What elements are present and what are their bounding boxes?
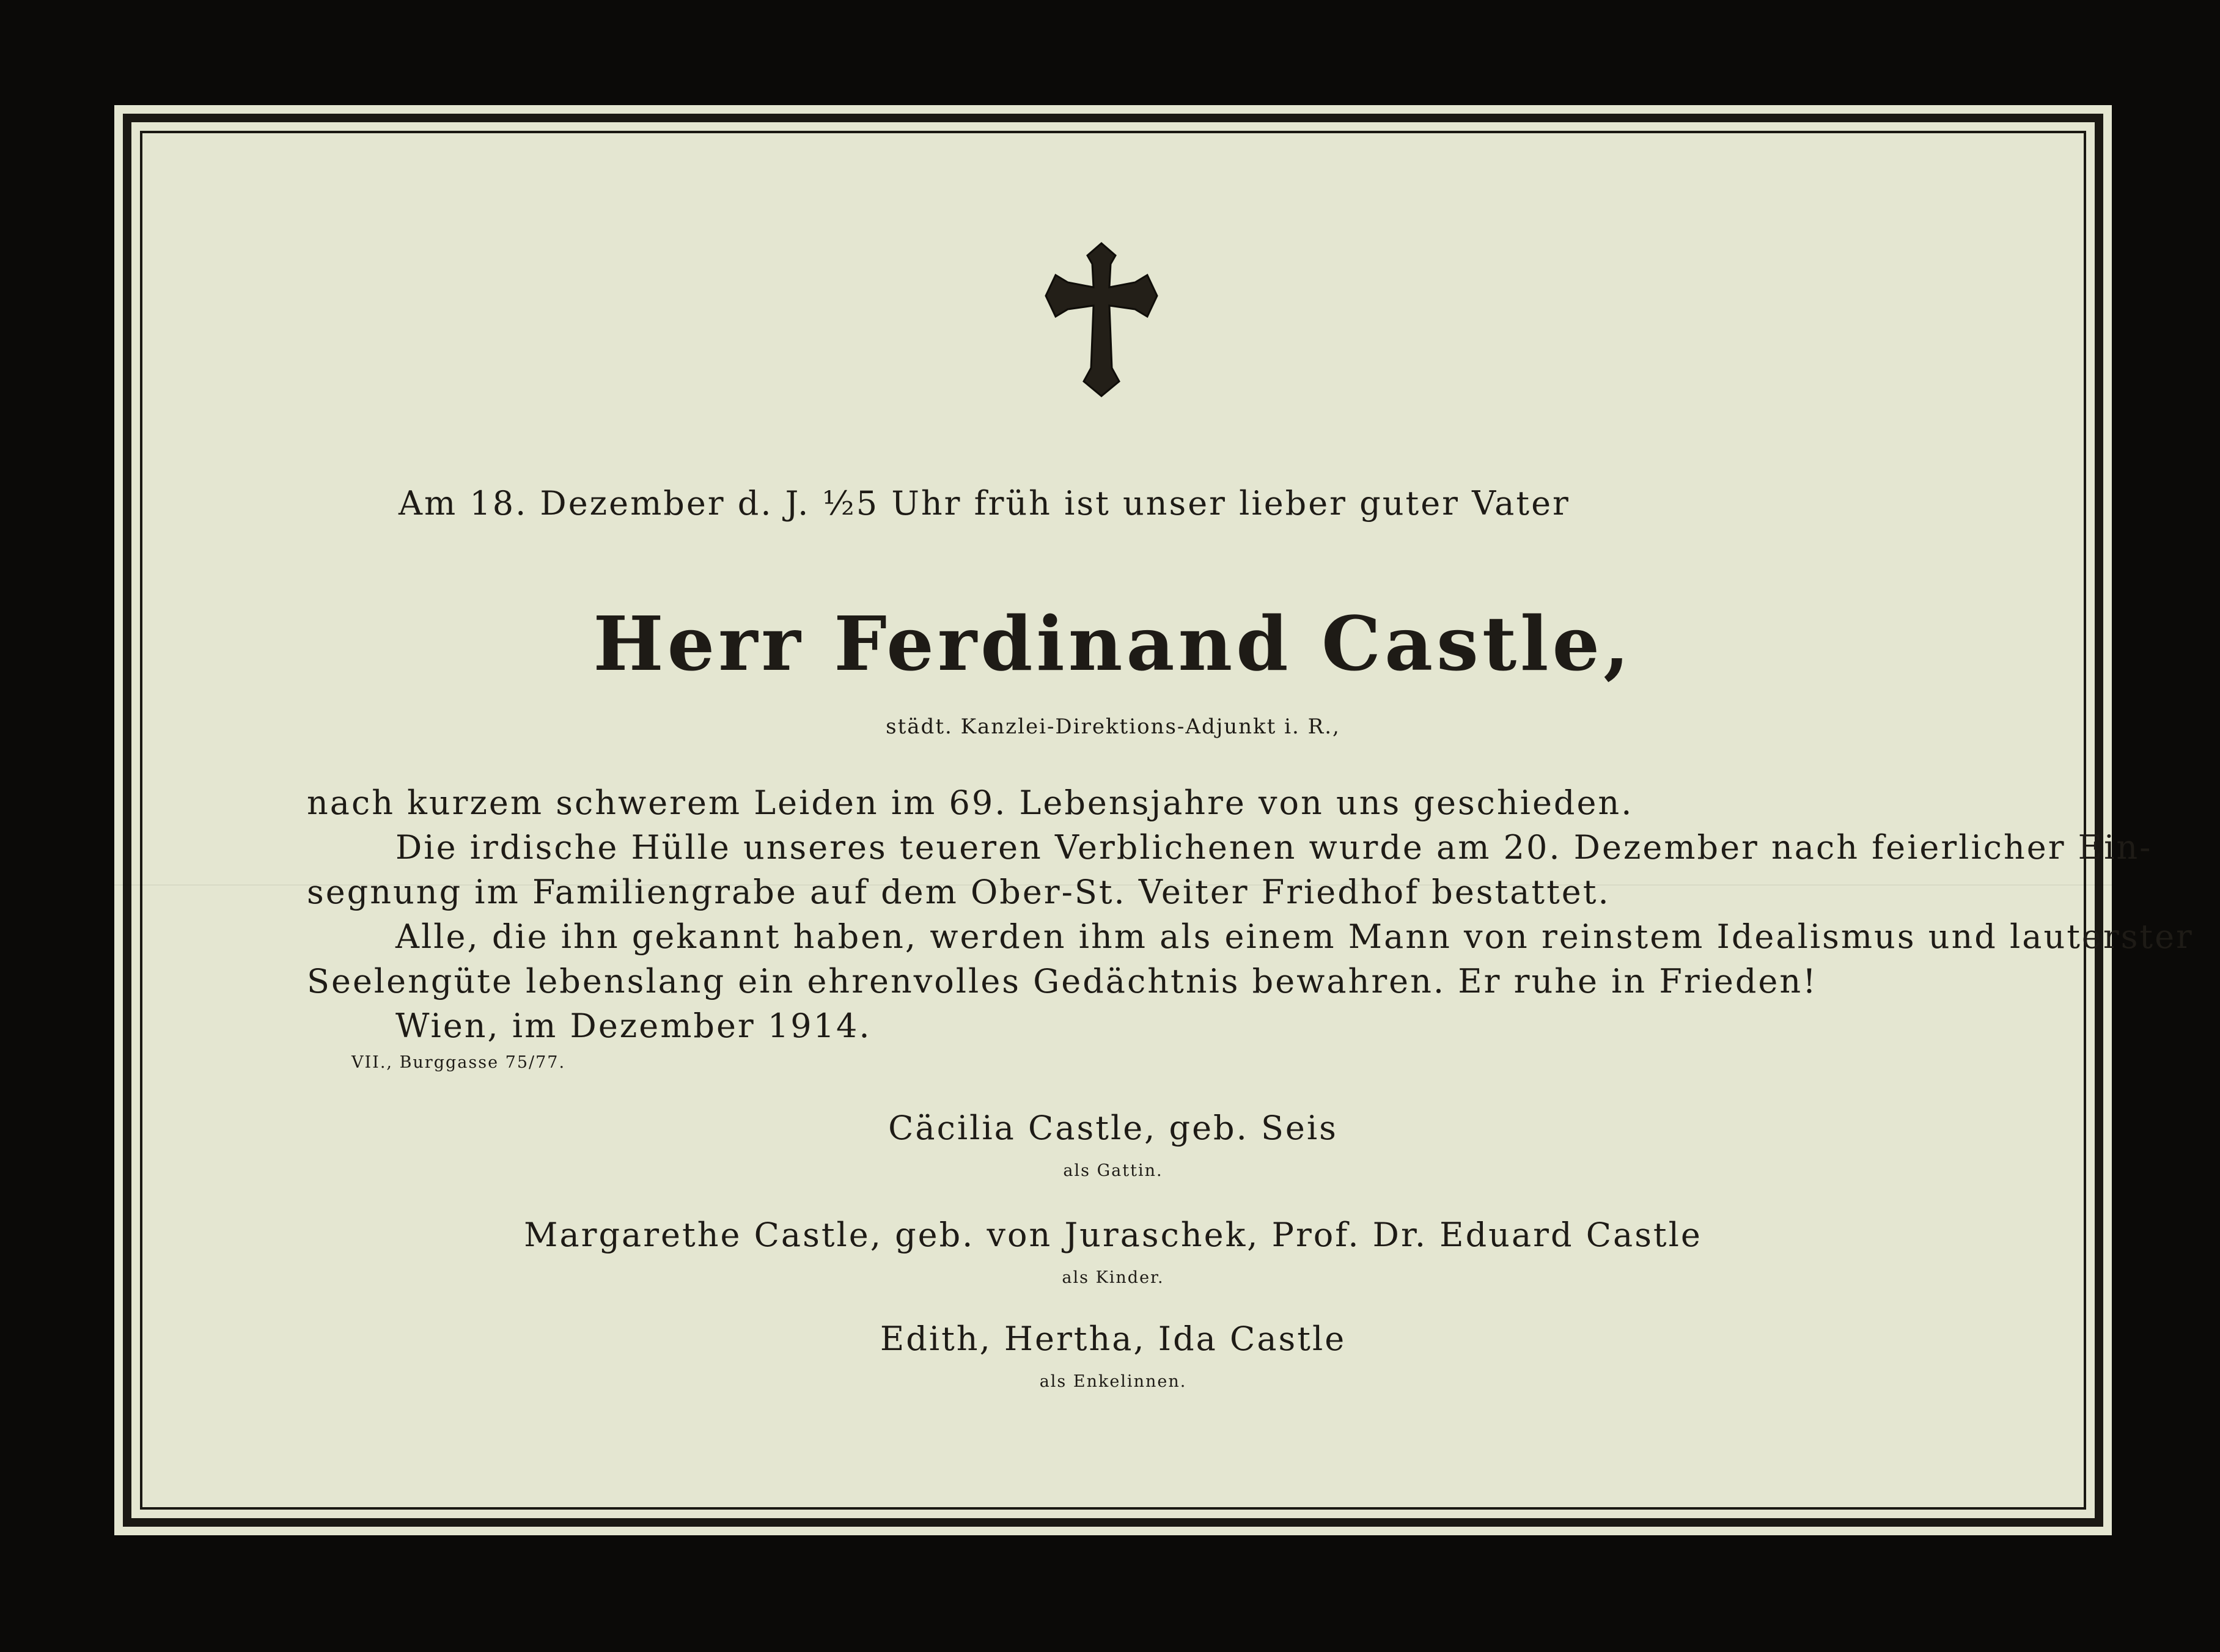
address: VII., Burggasse 75/77.	[351, 1053, 566, 1072]
body-line-2: Die irdische Hülle unseres teueren Verblichenen wurde am 20. Dezember nach feierlicher Ein-	[395, 828, 2153, 867]
body-line-1: nach kurzem schwerem Leiden im 69. Lebensjahre von uns geschieden.	[307, 784, 1634, 822]
body-line-5: Seelengüte lebenslang ein ehrenvolles Gedächtnis bewahren. Er ruhe in Frieden!	[307, 962, 1818, 1000]
mourner-names-3: Edith, Hertha, Ida Castle	[880, 1320, 1347, 1358]
mourner-relation-1: als Gattin.	[1063, 1161, 1163, 1180]
mourner-names-1: Cäcilia Castle, geb. Seis	[888, 1109, 1338, 1147]
death-notice-card	[114, 105, 2194, 1535]
body-line-3: segnung im Familiengrabe auf dem Ober-St. Veiter Friedhof bestattet.	[307, 873, 1611, 911]
place-date: Wien, im Dezember 1914.	[395, 1007, 872, 1045]
mourner-relation-3: als Enkelinnen.	[1039, 1372, 1187, 1391]
intro-line: Am 18. Dezember d. J. ½5 Uhr früh ist unser lieber guter Vater	[399, 484, 1570, 523]
body-line-4: Alle, die ihn gekannt haben, werden ihm als einem Mann von reinstem Idealismus und lauterster	[395, 917, 2194, 956]
mourner-names-2: Margarethe Castle, geb. von Juraschek, Prof. Dr. Eduard Castle	[524, 1216, 1702, 1254]
deceased-name: Herr Ferdinand Castle,	[593, 600, 1633, 688]
cross-icon	[1043, 240, 1160, 398]
mourner-relation-2: als Kinder.	[1062, 1268, 1164, 1287]
deceased-title: städt. Kanzlei-Direktions-Adjunkt i. R.,	[886, 714, 1340, 739]
